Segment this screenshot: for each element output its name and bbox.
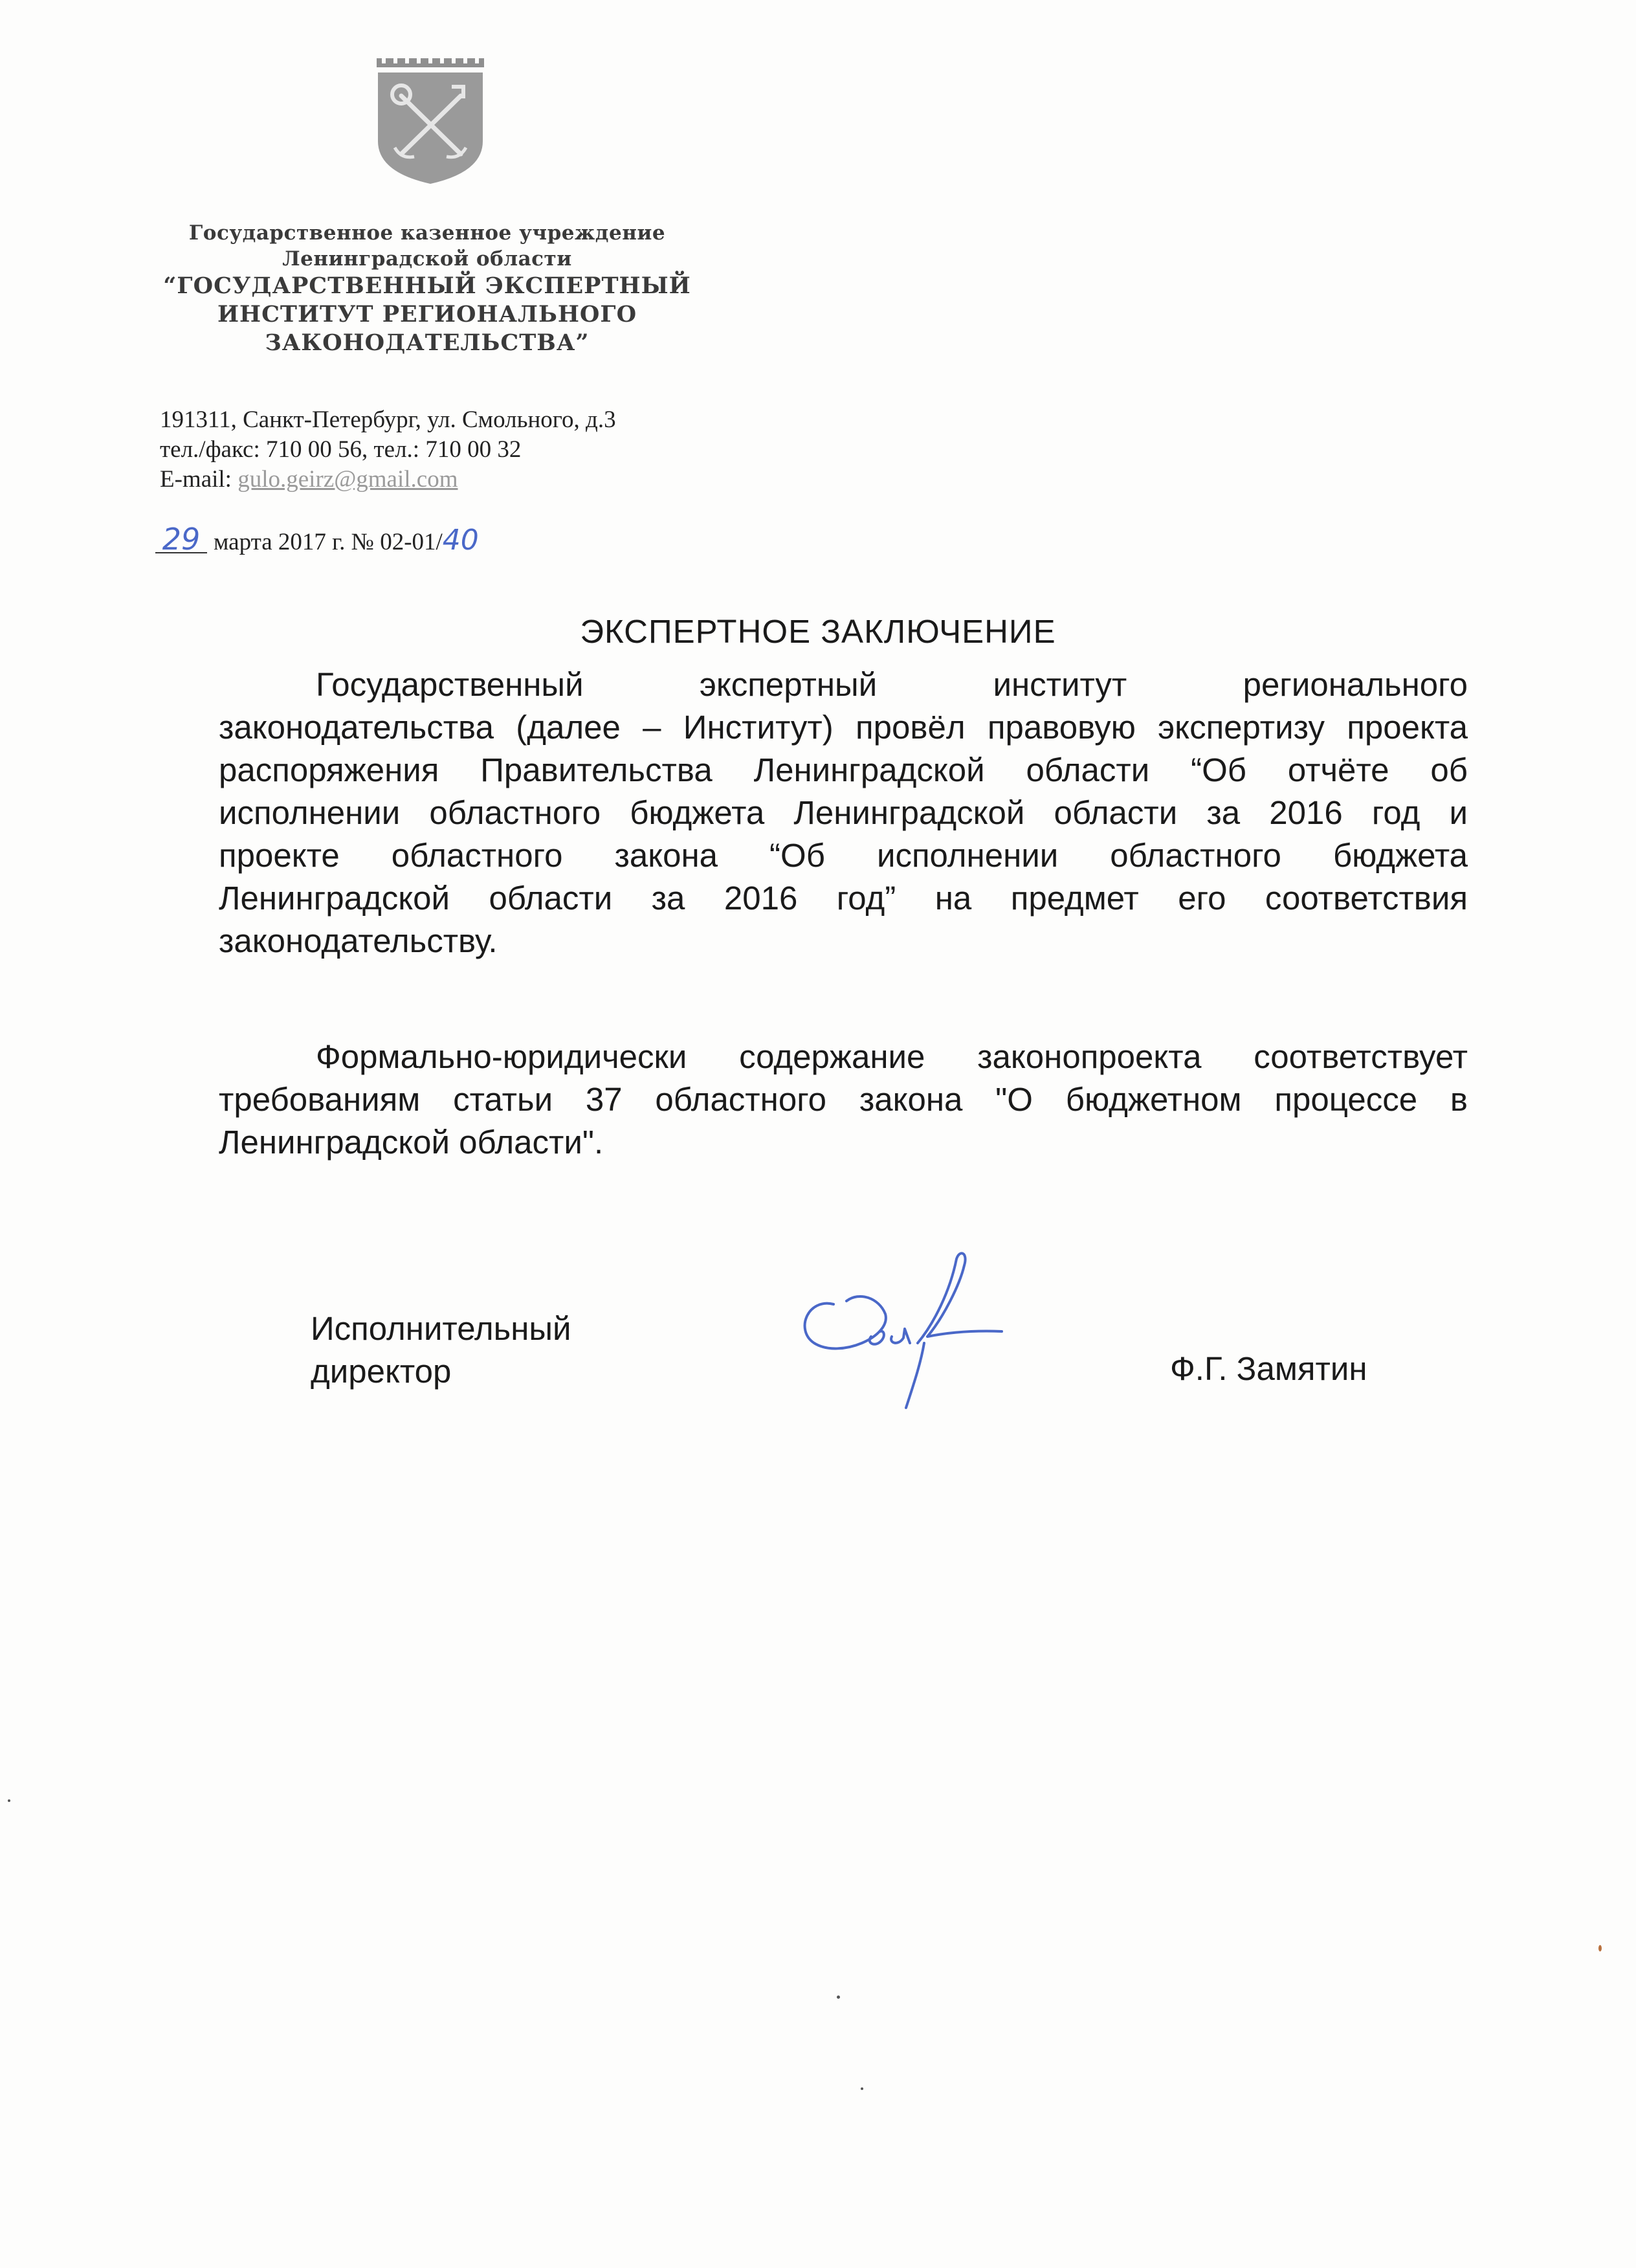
paragraph-line: Государственный экспертный институт регионального xyxy=(316,666,1468,703)
scan-speck xyxy=(8,1799,10,1802)
handwritten-doc-number: 40 xyxy=(442,524,479,557)
paragraph-line: Формально-юридически содержание законопроекта соответствует xyxy=(316,1038,1468,1075)
postal-address: 191311, Санкт-Петербург, ул. Смольного, д.3 xyxy=(160,406,616,433)
scan-speck xyxy=(861,2087,863,2090)
position-line-2: директор xyxy=(311,1353,452,1390)
scan-speck xyxy=(837,1996,840,1999)
address-block xyxy=(160,405,616,495)
position-line-1: Исполнительный xyxy=(311,1310,571,1347)
paragraph-line: исполнении областного бюджета Ленинградской области за 2016 год и xyxy=(219,794,1468,831)
conclusion-paragraph-1 xyxy=(219,663,1468,962)
signer-position xyxy=(311,1307,571,1393)
organization-header xyxy=(162,220,692,357)
email-row xyxy=(160,465,616,495)
paragraph-line: законодательству. xyxy=(219,922,498,959)
handwritten-day: 29 xyxy=(155,526,207,553)
paragraph-line: требованиям статьи 37 областного закона "О бюджетном процессе в xyxy=(219,1081,1468,1118)
org-region-line: Ленинградской области xyxy=(282,247,572,271)
org-name-line-3: ЗАКОНОДАТЕЛЬСТВА” xyxy=(265,329,590,356)
phone-numbers: тел./факс: 710 00 56, тел.: 710 00 32 xyxy=(160,436,522,463)
org-name-line-2: ИНСТИТУТ РЕГИОНАЛЬНОГО xyxy=(217,301,637,328)
conclusion-paragraph-2 xyxy=(219,1036,1468,1164)
signer-name: Ф.Г. Замятин xyxy=(1170,1350,1367,1387)
handwritten-signature xyxy=(795,1246,1028,1414)
date-number-line xyxy=(155,522,479,557)
paragraph-line: проекте областного закона “Об исполнении областного бюджета xyxy=(219,837,1468,874)
paragraph-line: законодательства (далее – Институт) провёл правовую экспертизу проекта xyxy=(219,709,1468,746)
paragraph-line: распоряжения Правительства Ленинградской области “Об отчёте об xyxy=(219,751,1468,788)
coat-of-arms-emblem xyxy=(375,57,485,186)
document-title: ЭКСПЕРТНОЕ ЗАКЛЮЧЕНИЕ xyxy=(580,613,1056,650)
scan-speck xyxy=(1598,1945,1602,1951)
paragraph-line: Ленинградской области за 2016 год” на предмет его соответствия xyxy=(219,880,1468,917)
email-label: E-mail: xyxy=(160,466,232,493)
date-text: марта 2017 г. № 02-01/ xyxy=(214,529,443,555)
org-name-line-1: “ГОСУДАРСТВЕННЫЙ ЭКСПЕРТНЫЙ xyxy=(163,272,691,299)
email-link[interactable]: gulo.geirz@gmail.com xyxy=(238,466,458,493)
paragraph-line: Ленинградской области". xyxy=(219,1124,604,1161)
org-type-line: Государственное казенное учреждение xyxy=(188,221,666,245)
